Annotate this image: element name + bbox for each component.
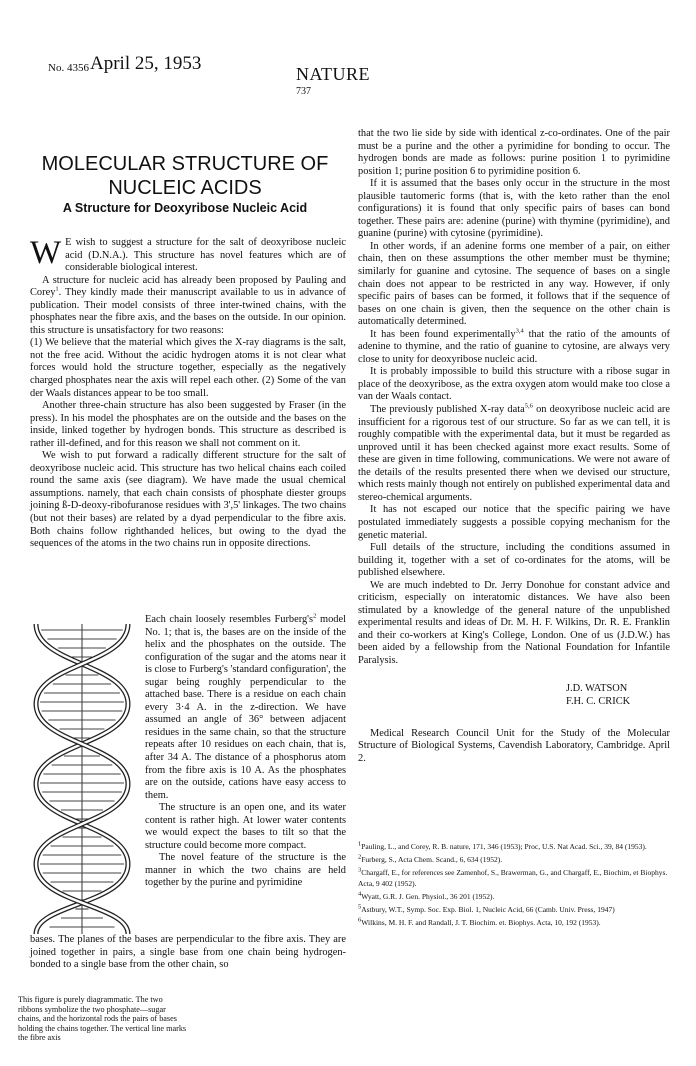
paragraph: The previously published X-ray data$^{5,6}$ on deoxyribose nucleic acid are insufficient for a rigorous test of our structure. So far as we can tell, it is roughly compatible with the experimental data, but it must be regarded as unproved until it has been checked against more exact results. Some of these are given in time following, communications. We were not aware of the details of the results presented there when we devised our structure, which rests mainly though not entirely on published experimental data and stereo-chemical arguments. (358, 402, 671, 503)
references (358, 842, 670, 931)
beside-figure-text (145, 614, 346, 890)
affiliation: Medical Research Council Unit for the Study of the Molecular Structure of Biological Systems, Cavendish Laboratory, Cambridge. April 2. (358, 727, 670, 764)
drop-cap: W (30, 235, 62, 271)
reference-item: $^6$Wilkins, M. H. F. and Randall, J. T. Biochim. et. Biophys. Acta, 10, 192 (1953). (358, 916, 601, 927)
left-column (30, 237, 346, 551)
issue-number: No. 4356 (48, 62, 89, 74)
paragraph: A structure for nucleic acid has already been proposed by Pauling and Corey$^1$. They kindly made their manuscript available to us in advance of publication. Their model consists of three inter-twined chains, with the phosphates near the fibre axis, and the bases on the outside. In our opinion. this structure is unsatisfactory for two reasons: (30, 274, 346, 336)
paragraph: It has not escaped our notice that the specific pairing we have postulated immediately suggests a possible copying mechanism for the genetic material. (358, 504, 670, 541)
paragraph: The structure is an open one, and its water content is rather high. At lower water contents we would expect the bases to tilt so that the structure could become more compact. (145, 802, 346, 851)
intro-paragraph: W E wish to suggest a structure for the salt of deoxyribose nucleic acid (D.N.A.). This structure has novel features which are of considerable biological interest. (30, 235, 346, 274)
acknowledgements: We are much indebted to Dr. Jerry Donohue for constant advice and criticism, especially on interatomic distances. We have also been stimulated by a knowledge of the general nature of the unpublished experimental results and ideas of Dr. M. H. F. Wilkins, Dr. R. E. Franklin and their co-workers at King's College, London. One of us (J.D.W.) has been aided by a fellowship from the National Foundation for Infantile Paralysis. (358, 579, 670, 666)
figure-caption: This figure is purely diagrammatic. The two ribbons symbolize the two phosphate—sugar chains, and the horizontal rods the pairs of bases holding the chains together. The vertical line marks the fibre axis (18, 995, 187, 1042)
paragraph: In other words, if an adenine forms one member of a pair, on either chain, then on these assumptions the other member must be thymine; similarly for guanine and cytosine. The sequence of bases on a single chain does not appear to be restricted in any way. However, if only specific pairs of bases can be formed, it follows that if the sequence of bases on one chain is given, then the sequence on the other chain is automatically determined. (358, 240, 670, 328)
paragraph: Each chain loosely resembles $Furberg's^2$ model No. 1; that is, the bases are on the inside of the helix and the phosphates on the outside. The configuration of the sugar and the atoms near it is close to Furberg's 'standard configuration', the sugar being roughly perpendicular to the attached base. There is a residue on each chain every 3·4 A. in the z-direction. We have assumed an angle of 36° between adjacent residues in the same chain, so that the structure repeats after 10 residues on each chain, that is, after 34 A. The distance of a phosphorus atom from the fibre axis is 10 A. As the phosphates are on the outside, cations have easy access to them. (145, 612, 346, 801)
reference-item: $^2$Furberg, S., Acta Chem. Scand., 6, 634 (1952). (358, 853, 503, 864)
left-column-bottom (30, 934, 346, 972)
paragraph: Another three-chain structure has also been suggested by Fraser (in the press). In his model the phosphates are on the outside and the bases on the inside, linked together by hydrogen bonds. This structure as described is rather ill-defined, and for this reason we shall not comment on it. (30, 400, 346, 449)
double-helix-figure (22, 624, 142, 934)
paragraph: The novel feature of the structure is the manner in which the two chains are held together by the purine and pyrimidine (145, 852, 346, 889)
author-watson: J.D. WATSON (566, 682, 628, 694)
reference-item: $^1$Pauling, L., and Corey, R. B. nature, 171, 346 (1953); Proc, U.S. Nat Acad. Sci., 39, 84 (1953). (358, 840, 647, 851)
paragraph: bases. The planes of the bases are perpendicular to the fibre axis. They are joined together in pairs, a single base from one chain being hydrogen-bonded to a single base from the other chain, so (30, 934, 346, 971)
article-title: MOLECULAR STRUCTURE OF NUCLEIC ACIDS (41, 153, 329, 199)
reference-item: $^5$Astbury, W.T., Symp. Soc. Exp. Biol. 1, Nucleic Acid, 66 (Camb. Univ. Press, 1947) (358, 903, 615, 914)
reference-item: $^3$Chargaff, E., for references see Zamenhof, S., Brawerman, G., and Chargaff, E., Biochim, et Biophys. Acta, 9 402 (1952). (358, 866, 668, 888)
paragraph: Full details of the structure, including the conditions assumed in building it, together with a set of co-ordinates for the atoms, will be published elsewhere. (358, 542, 670, 579)
paragraph: (1) We believe that the material which gives the X-ray diagrams is the salt, not the free acid. Without the acidic hydrogen atoms it is not clear what forces would hold the structure together, especially as the negatively charged phosphates near the axis will repel each other. (2) Some of the van der Waals distances appear to be too small. (30, 337, 346, 399)
page-number: 737 (296, 86, 311, 97)
journal-name: NATURE (296, 64, 370, 84)
paragraph: It has been found experimentally$^{3,4}$ that the ratio of the amounts of adenine to thymine, and the ratio of guanine to cytosine, are always very close to unity for deoxyribose nucleic acid. (358, 327, 671, 365)
article-subtitle: A Structure for Deoxyribose Nucleic Acid (62, 201, 308, 215)
right-column (358, 128, 670, 765)
paragraph: We wish to put forward a radically different structure for the salt of deoxyribose nucleic acid. This structure has two helical chains each coiled round the same axis (see diagram). We have made the usual chemical assumptions. namely, that each chain consists of phosphate diester groups joining ß-D-deoxy-ribofuranose residues with 3',5' linkages. The two chains (but not their bases) are related by a dyad perpendicular to the fibre axis. Both chains follow righthanded helices, but owing to the dyad the sequences of the atoms in the two chains run in opposite directions. (30, 450, 346, 550)
paragraph: If it is assumed that the bases only occur in the structure in the most plausible tautomeric forms (that is, with the keto rather than the enol configurations) it is found that only specific pairs of bases can bond together. These pairs are: adenine (purine) with thymine (pyrimidine), and guanine (purine) with cytosine (pyrimidine). (358, 178, 670, 240)
author-crick: F.H. C. CRICK (566, 695, 631, 707)
paragraph: that the two lie side by side with identical z-co-ordinates. One of the pair must be a purine and the other a pyrimidine for bonding to occur. The hydrogen bonds are made as follows: purine position 1 to pyrimidine position 1; purine position 6 to pyrimidine position 6. (358, 128, 670, 177)
issue-date: April 25, 1953 (90, 53, 202, 74)
reference-item: $^4$Wyatt, G.R. J. Gen. Physiol., 36 201 (1952). (358, 890, 495, 901)
paragraph: It is probably impossible to build this structure with a ribose sugar in place of the deoxyribose, as the extra oxygen atom would make too close a van der Waals contact. (358, 366, 670, 403)
